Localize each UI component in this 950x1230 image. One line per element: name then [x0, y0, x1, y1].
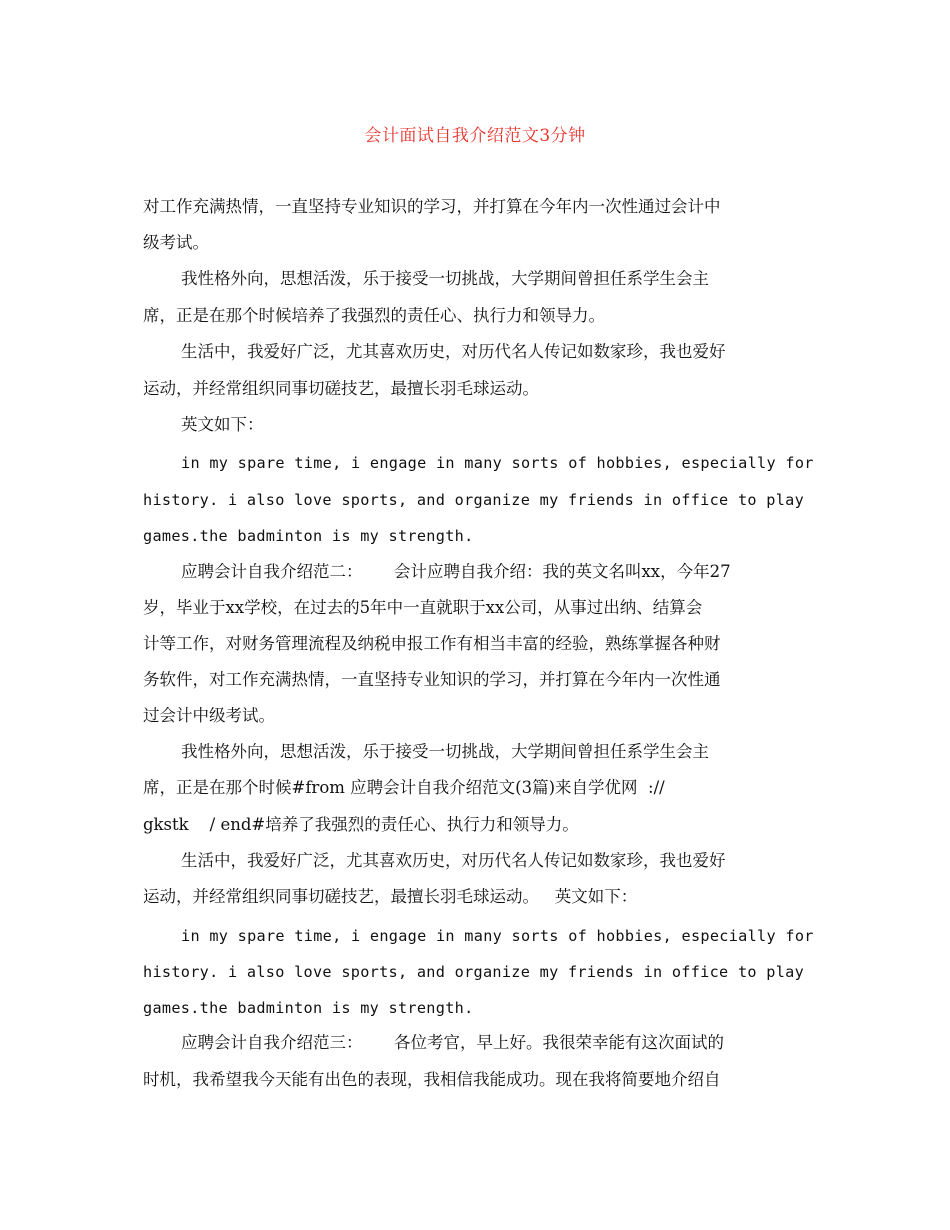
- body-line: 生活中，我爱好广泛，尤其喜欢历史，对历代名人传记如数家珍，我也爱好: [181, 342, 726, 361]
- body-line: 过会计中级考试。: [143, 706, 275, 725]
- body-line: games.the badminton is my strength.: [143, 999, 474, 1017]
- body-line: 我性格外向，思想活泼，乐于接受一切挑战，大学期间曾担任系学生会主: [181, 269, 709, 288]
- body-line: 时机，我希望我今天能有出色的表现，我相信我能成功。现在我将简要地介绍自: [143, 1070, 721, 1089]
- body-line: 务软件，对工作充满热情，一直坚持专业知识的学习，并打算在今年内一次性通: [143, 670, 721, 689]
- body-line: 我性格外向，思想活泼，乐于接受一切挑战，大学期间曾担任系学生会主: [181, 742, 709, 761]
- document-title: 会计面试自我介绍范文3分钟: [364, 126, 586, 146]
- body-line: 计等工作，对财务管理流程及纳税申报工作有相当丰富的经验，熟练掌握各种财: [143, 634, 721, 653]
- body-line: in my spare time, i engage in many sorts of hobbies, especially for: [181, 927, 814, 945]
- body-line: 运动，并经常组织同事切磋技艺，最擅长羽毛球运动。: [143, 379, 539, 398]
- body-line: 英文如下：: [181, 415, 264, 434]
- body-line: 生活中，我爱好广泛，尤其喜欢历史，对历代名人传记如数家珍，我也爱好: [181, 851, 726, 870]
- body-line: 席，正是在那个时候培养了我强烈的责任心、执行力和领导力。: [143, 306, 605, 325]
- body-line: 运动，并经常组织同事切磋技艺，最擅长羽毛球运动。 英文如下：: [143, 887, 638, 906]
- body-line: 应聘会计自我介绍范二： 会计应聘自我介绍：我的英文名叫xx，今年27: [181, 562, 731, 581]
- body-line: 岁，毕业于xx学校，在过去的5年中一直就职于xx公司，从事过出纳、结算会: [143, 598, 703, 617]
- body-line: 级考试。: [143, 233, 209, 252]
- body-line: 应聘会计自我介绍范三： 各位考官，早上好。我很荣幸能有这次面试的: [181, 1033, 724, 1052]
- body-line: games.the badminton is my strength.: [143, 527, 474, 545]
- body-line: gkstk / end#培养了我强烈的责任心、执行力和领导力。: [143, 815, 579, 834]
- body-line: history. i also love sports, and organize my friends in office to play: [143, 963, 805, 981]
- body-line: in my spare time, i engage in many sorts of hobbies, especially for: [181, 454, 814, 472]
- body-line: 对工作充满热情，一直坚持专业知识的学习，并打算在今年内一次性通过会计中: [143, 197, 721, 216]
- body-line: 席，正是在那个时候#from 应聘会计自我介绍范文(3篇)来自学优网 ://: [143, 778, 665, 797]
- body-line: history. i also love sports, and organize my friends in office to play: [143, 491, 805, 509]
